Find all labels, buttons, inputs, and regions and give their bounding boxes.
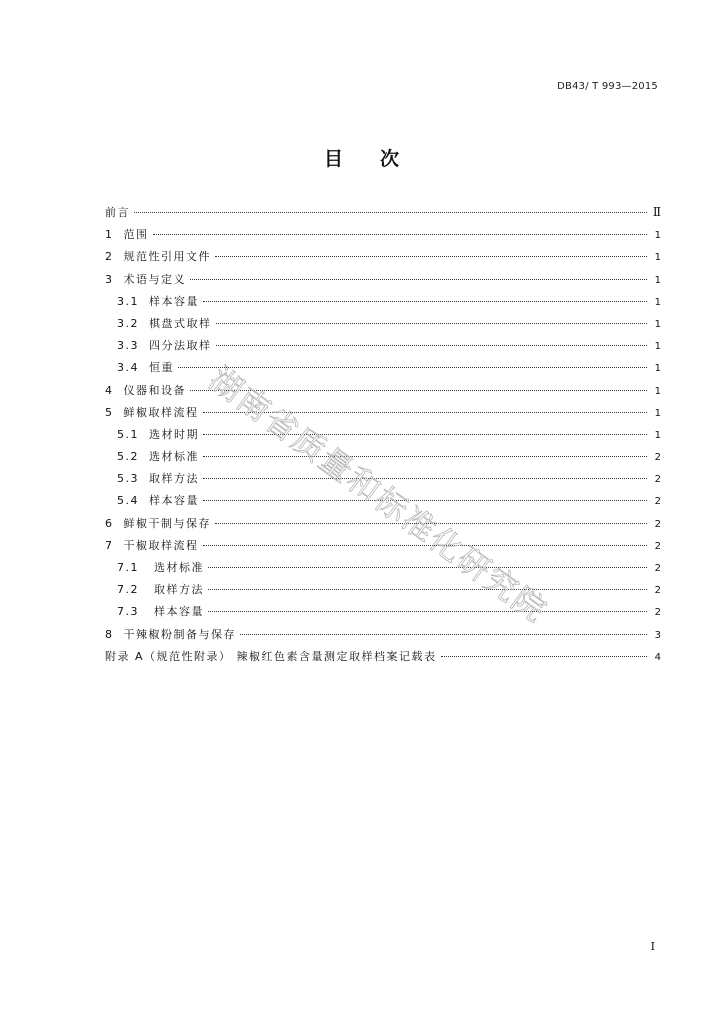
- toc-entry-number: 7: [105, 538, 124, 552]
- toc-entry-title: 鲜椒干制与保存: [123, 516, 211, 530]
- toc-dot-leader: [203, 456, 647, 457]
- toc-entry-title: 前言: [105, 206, 130, 219]
- toc-entry-page: 1: [654, 385, 661, 397]
- toc-dot-leader: [208, 611, 647, 612]
- toc-entry[interactable]: [105, 559, 661, 581]
- toc-dot-leader: [216, 345, 648, 346]
- toc-entry-page: 2: [654, 585, 661, 597]
- toc-entry-number: 5: [105, 405, 124, 419]
- toc-entry-page: 1: [654, 296, 661, 308]
- toc-entry[interactable]: [105, 248, 661, 270]
- toc-entry[interactable]: [105, 426, 661, 448]
- toc-entry[interactable]: [105, 226, 661, 248]
- toc-dot-leader: [203, 301, 647, 302]
- toc-entry[interactable]: [105, 626, 661, 648]
- toc-entry-page: 2: [654, 540, 661, 552]
- toc-entry[interactable]: [105, 603, 661, 625]
- toc-dot-leader: [215, 256, 647, 257]
- toc-entry[interactable]: [105, 537, 661, 559]
- toc-entry-page: 1: [654, 318, 661, 330]
- toc-entry-number: 5.2: [117, 450, 149, 464]
- toc-entry-title: 规范性引用文件: [123, 250, 211, 264]
- toc-entry-number: 3.4: [117, 361, 149, 375]
- toc-entry-page: 1: [654, 274, 661, 286]
- toc-entry-number: 7.2: [117, 583, 154, 597]
- toc-entry-number: 7.1: [117, 561, 154, 574]
- toc-entry-number: 1: [105, 228, 124, 242]
- toc-entry-page: 2: [654, 563, 661, 574]
- toc-entry[interactable]: [105, 204, 661, 226]
- toc-entry-title: 棋盘式取样: [149, 316, 212, 330]
- toc-entry[interactable]: [105, 581, 661, 603]
- toc-entry-page: 1: [654, 429, 661, 441]
- toc-entry-number: 3: [105, 272, 124, 286]
- toc-entry-page: 1: [654, 252, 661, 264]
- toc-entry[interactable]: [105, 315, 661, 337]
- toc-entry-number: 3.1: [117, 294, 149, 308]
- toc-entry[interactable]: [105, 337, 661, 359]
- toc-entry-number: 4: [105, 383, 124, 397]
- toc-entry-page: 1: [654, 407, 661, 419]
- toc-dot-leader: [441, 656, 647, 657]
- toc-entry-title: 干椒取样流程: [123, 538, 199, 552]
- toc-dot-leader: [203, 478, 647, 479]
- toc-dot-leader: [153, 234, 648, 235]
- toc-entry-title: 鲜椒取样流程: [123, 405, 199, 419]
- toc-entry-page: 2: [654, 452, 661, 464]
- toc-entry-title: 取样方法: [149, 472, 199, 486]
- toc-entry-title: 恒重: [149, 361, 174, 375]
- toc-entry-title: 选材标准: [153, 561, 204, 574]
- toc-entry-page: 2: [654, 518, 661, 530]
- toc-entry-number: 8: [105, 627, 124, 641]
- toc-entry-number: 5.1: [117, 427, 149, 441]
- toc-entry-number: 6: [105, 516, 124, 530]
- toc-entry-page: 2: [654, 496, 661, 508]
- toc-dot-leader: [134, 212, 647, 213]
- toc-dot-leader: [240, 634, 647, 635]
- toc-entry[interactable]: [105, 359, 661, 381]
- toc-entry-page: 1: [654, 341, 661, 353]
- toc-entry-title: 选材标准: [149, 450, 199, 464]
- toc-entry-title: 范围: [123, 228, 149, 242]
- toc-entry-title: 仪器和设备: [123, 383, 186, 397]
- toc-title-char-1: 目: [323, 148, 344, 170]
- toc-entry[interactable]: [105, 271, 661, 293]
- toc-entry-number: 3.2: [117, 316, 149, 330]
- toc-title-char-2: 次: [380, 148, 401, 170]
- toc-list: [105, 204, 661, 670]
- toc-entry-title: 干辣椒粉制备与保存: [123, 627, 236, 641]
- toc-entry-page: 1: [654, 230, 661, 242]
- toc-entry-title: 附录 A（规范性附录） 辣椒红色素含量测定取样档案记载表: [105, 649, 437, 663]
- toc-entry-number: 2: [105, 250, 124, 264]
- toc-dot-leader: [178, 367, 647, 368]
- toc-entry-title: 术语与定义: [123, 272, 186, 286]
- toc-entry-title: 选材时期: [149, 427, 199, 441]
- toc-entry[interactable]: [105, 293, 661, 315]
- toc-entry-title: 样本容量: [149, 294, 199, 308]
- toc-entry-page: 3: [654, 629, 661, 641]
- toc-dot-leader: [208, 589, 647, 590]
- document-code: DB43/ T 993—2015: [557, 81, 658, 92]
- toc-entry-title: 样本容量: [153, 605, 204, 619]
- toc-entry-number: 5.3: [117, 472, 149, 486]
- toc-entry-number: 3.3: [117, 339, 149, 353]
- toc-entry-number: 7.3: [117, 605, 154, 619]
- toc-title: [0, 144, 724, 171]
- toc-dot-leader: [216, 323, 648, 324]
- toc-entry[interactable]: [105, 648, 661, 670]
- watermark: 湖南省质量和标准化研究院: [202, 359, 555, 631]
- toc-entry-title: 样本容量: [149, 494, 199, 508]
- toc-entry[interactable]: [105, 382, 661, 404]
- toc-entry-page: 2: [654, 474, 661, 486]
- toc-entry-page: 4: [654, 651, 661, 663]
- toc-entry-number: 5.4: [117, 494, 149, 508]
- toc-entry-page: 1: [654, 363, 661, 375]
- toc-entry[interactable]: [105, 404, 661, 426]
- toc-entry-title: 四分法取样: [149, 339, 212, 353]
- page-number: I: [650, 940, 655, 953]
- toc-entry-title: 取样方法: [153, 583, 204, 597]
- toc-dot-leader: [190, 279, 647, 280]
- toc-entry-page: Ⅱ: [652, 205, 661, 219]
- toc-entry-page: 2: [654, 607, 661, 619]
- toc-dot-leader: [208, 567, 647, 568]
